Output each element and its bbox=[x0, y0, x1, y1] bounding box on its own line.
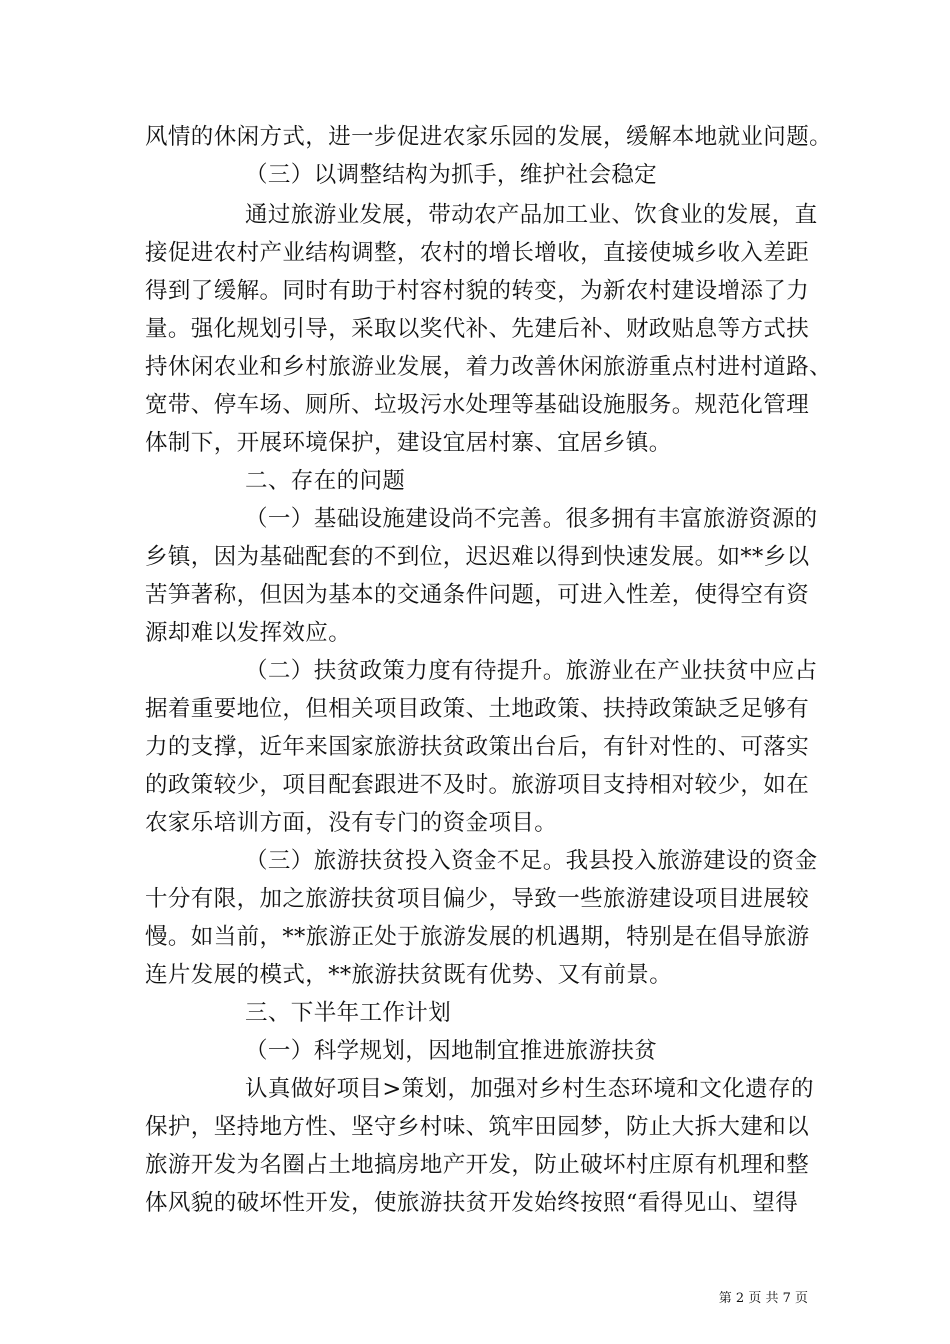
text-line: 十分有限，加之旅游扶贫项目偏少，导致一些旅游建设项目进展较 bbox=[145, 886, 810, 912]
text-line: （三）旅游扶贫投入资金不足。我县投入旅游建设的资金 bbox=[245, 848, 818, 874]
text-line: 乡镇，因为基础配套的不到位，迟迟难以得到快速发展。如**乡以 bbox=[145, 544, 810, 570]
text-line: 通过旅游业发展，带动农产品加工业、饮食业的发展，直 bbox=[245, 202, 818, 228]
text-line: 农家乐培训方面，没有专门的资金项目。 bbox=[145, 810, 558, 836]
text-line: 持休闲农业和乡村旅游业发展，着力改善休闲旅游重点村进村道路、 bbox=[145, 354, 833, 380]
text-line: 保护，坚持地方性、坚守乡村味、筑牢田园梦，防止大拆大建和以 bbox=[145, 1114, 810, 1140]
text-line: 认真做好项目>策划，加强对乡村生态环境和文化遗存的 bbox=[245, 1076, 814, 1102]
text-line: 旅游开发为名圈占土地搞房地产开发，防止破坏村庄原有机理和整 bbox=[145, 1152, 810, 1178]
text-line: 慢。如当前，**旅游正处于旅游发展的机遇期，特别是在倡导旅游 bbox=[145, 924, 810, 950]
text-line: 体风貌的破坏性开发，使旅游扶贫开发始终按照“看得见山、望得 bbox=[145, 1190, 799, 1216]
text-line: 连片发展的模式，**旅游扶贫既有优势、又有前景。 bbox=[145, 962, 673, 988]
text-line: 量。强化规划引导，采取以奖代补、先建后补、财政贴息等方式扶 bbox=[145, 316, 810, 342]
text-line: 风情的休闲方式，进一步促进农家乐园的发展，缓解本地就业问题。 bbox=[145, 124, 833, 150]
text-line: 体制下，开展环境保护，建设宜居村寨、宜居乡镇。 bbox=[145, 430, 672, 456]
text-line: 的政策较少，项目配套跟进不及时。旅游项目支持相对较少，如在 bbox=[145, 772, 810, 798]
section-heading: 三、下半年工作计划 bbox=[245, 1000, 452, 1026]
text-line: （二）扶贫政策力度有待提升。旅游业在产业扶贫中应占 bbox=[245, 658, 818, 684]
page-number-footer: 第 2 页 共 7 页 bbox=[718, 1291, 808, 1306]
text-line: 宽带、停车场、厕所、垃圾污水处理等基础设施服务。规范化管理 bbox=[145, 392, 810, 418]
text-line: 据着重要地位，但相关项目政策、土地政策、扶持政策缺乏足够有 bbox=[145, 696, 810, 722]
text-line: 力的支撑，近年来国家旅游扶贫政策出台后，有针对性的、可落实 bbox=[145, 734, 810, 760]
subsection-heading: （三）以调整结构为抓手，维护社会稳定 bbox=[245, 162, 658, 188]
text-line: 接促进农村产业结构调整，农村的增长增收，直接使城乡收入差距 bbox=[145, 240, 810, 266]
subsection-heading: （一）科学规划，因地制宜推进旅游扶贫 bbox=[245, 1038, 658, 1064]
section-heading: 二、存在的问题 bbox=[245, 468, 406, 494]
text-line: 得到了缓解。同时有助于村容村貌的转变，为新农村建设增添了力 bbox=[145, 278, 810, 304]
text-line: 苦笋著称，但因为基本的交通条件问题，可进入性差，使得空有资 bbox=[145, 582, 810, 608]
text-line: 源却难以发挥效应。 bbox=[145, 620, 352, 646]
text-line: （一）基础设施建设尚不完善。很多拥有丰富旅游资源的 bbox=[245, 506, 818, 532]
